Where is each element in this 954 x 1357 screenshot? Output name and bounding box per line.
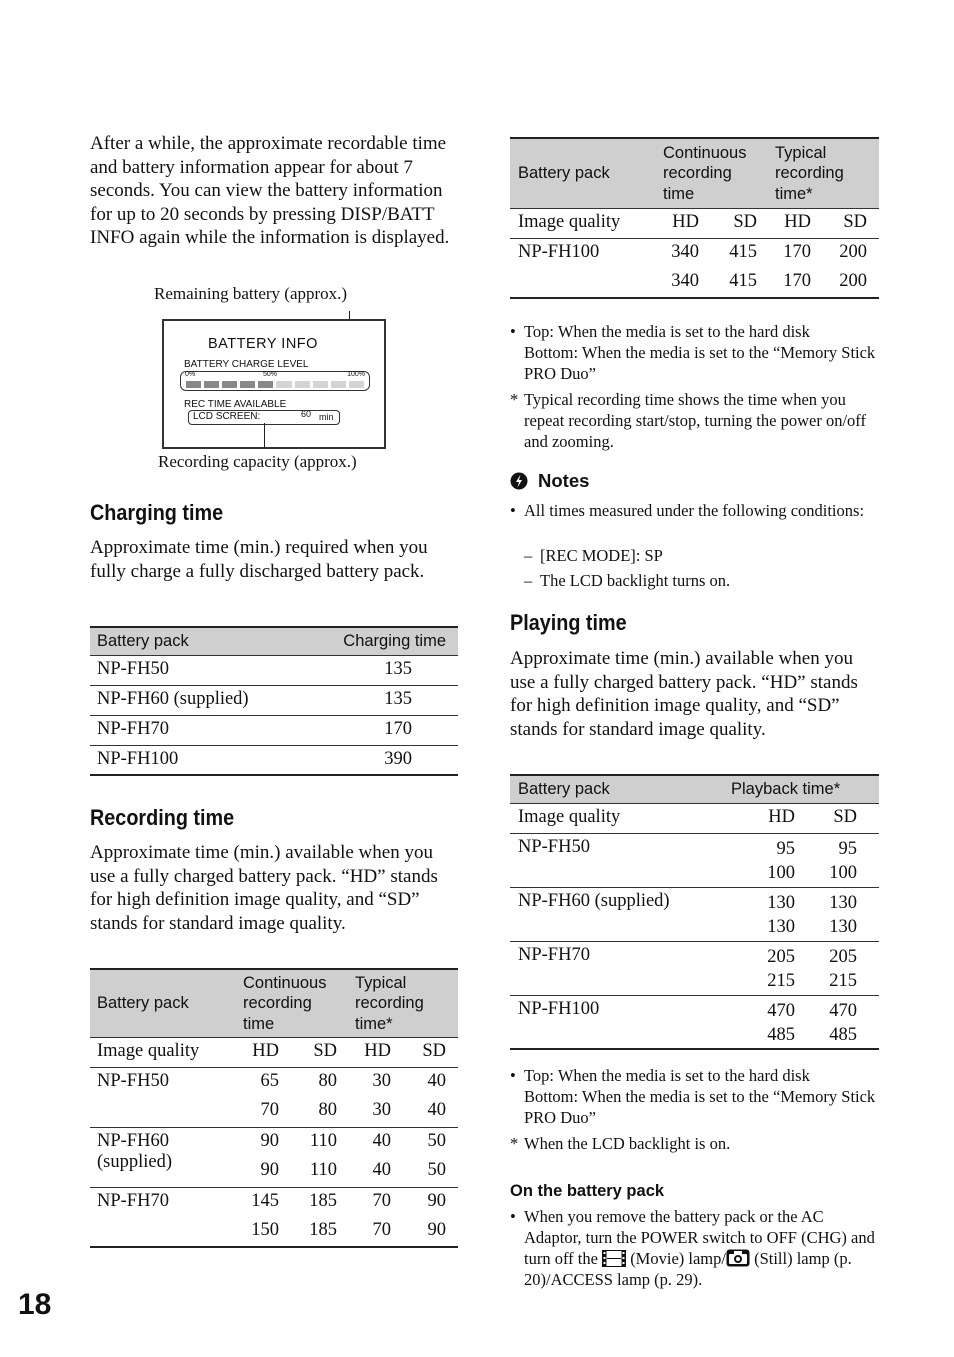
leader-line-bottom: [264, 423, 265, 449]
play-note-star: [510, 1133, 879, 1154]
play-value-bottom: 485: [829, 1024, 857, 1045]
play-value-bottom: 215: [829, 970, 857, 991]
play-value-top: 205: [767, 946, 795, 967]
label-remaining-battery: Remaining battery (approx.): [154, 284, 348, 303]
rec-value-cell: 70: [372, 1220, 391, 1240]
play-note-top: Top: When the media is set to the hard disk: [524, 1066, 810, 1085]
rec-value-cell: 185: [291, 1187, 347, 1217]
table-row: [510, 941, 879, 995]
charge-segment: [276, 381, 291, 388]
charge-segment: [295, 381, 310, 388]
label-recording-capacity: Recording capacity (approx.): [158, 452, 357, 471]
play-image-quality: Image quality: [510, 803, 723, 833]
play-value-cell: [803, 941, 879, 995]
dash-mark: –: [524, 546, 533, 565]
charging-table: [90, 626, 458, 776]
rec-value-cell: 150: [251, 1220, 279, 1240]
play-value-top: 130: [829, 892, 857, 913]
rec-note-bottom: Bottom: When the media is set to the “Memory Stick PRO Duo”: [524, 343, 876, 383]
notes-title: Notes: [538, 470, 590, 491]
table-row: [90, 1127, 458, 1157]
notes-dash-1: [510, 545, 879, 566]
table-row-time: 135: [304, 685, 458, 715]
notes-backlight: The LCD backlight turns on.: [540, 571, 731, 590]
rec-hd-2: HD: [347, 1037, 403, 1067]
charging-col-pack: Battery pack: [90, 627, 304, 655]
rec2-hd-2: HD: [767, 208, 823, 238]
playing-paragraph: Approximate time (min.) available when you use a fully charged battery pack. “HD” stands for high definition image quality, and “SD” stands for standard image quality.: [510, 648, 858, 740]
rec-pack-cell: NP-FH60 (supplied): [90, 1127, 235, 1187]
play-value-bottom: 215: [767, 970, 795, 991]
play-value-bottom: 130: [829, 916, 857, 937]
charge-segment: [331, 381, 346, 388]
charge-segment: [258, 381, 273, 388]
notes-conditions: All times measured under the following conditions:: [524, 501, 865, 520]
battery-pack-bullet: [510, 1206, 879, 1290]
rec-value-cell: 70: [260, 1100, 279, 1120]
charge-segment: [222, 381, 237, 388]
charge-segment: [240, 381, 255, 388]
rec-value-cell: 80: [291, 1067, 347, 1097]
battery-pack-text-1: When you remove the battery pack or the AC Adaptor, turn the POWER switch to OFF (CHG) and turn off the: [524, 1207, 875, 1268]
charge-segment: [204, 381, 219, 388]
rec-value-cell: 170: [767, 238, 823, 268]
play-value-top: 205: [829, 946, 857, 967]
play-value-cell: [723, 941, 803, 995]
rec-note-star-text: Typical recording time shows the time when you repeat recording start/stop, turning the power on/off and zooming.: [524, 390, 866, 451]
charge-segment: [313, 381, 328, 388]
play-value-cell: [803, 995, 879, 1049]
play-value-bottom: 130: [767, 916, 795, 937]
recording-paragraph: Approximate time (min.) available when you use a fully charged battery pack. “HD” stands for high definition image quality, and “SD” stands for standard image quality.: [90, 842, 438, 934]
play-note-bullet: [510, 1065, 879, 1128]
bullet-mark: •: [510, 1207, 516, 1226]
bullet-mark: •: [510, 501, 516, 520]
rec-pack-cell: NP-FH70: [90, 1187, 235, 1247]
rec-value-cell: 90: [235, 1127, 291, 1157]
rec-value-cell: 65: [235, 1067, 291, 1097]
rec-value-cell: 415: [729, 271, 757, 291]
rec2-col-typical: Typical recording time*: [767, 138, 879, 208]
table-row: [510, 833, 879, 887]
lcd-screen-label: LCD SCREEN:: [193, 411, 261, 422]
rec-sd-1: SD: [291, 1037, 347, 1067]
intro-paragraph: After a while, the approximate recordable time and battery information appear for about 7 seconds. You can view the battery information for up to 20 seconds by pressing DISP/BATT INFO again while the information is displayed.: [90, 133, 450, 249]
rec2-col-pack: Battery pack: [510, 138, 655, 208]
notes-bullet: [510, 500, 879, 521]
table-row: [90, 1187, 458, 1217]
camera-icon: [726, 1249, 750, 1267]
table-row-time: 135: [304, 655, 458, 685]
rec-value-cell: 90: [427, 1220, 446, 1240]
rec-value-cell: 30: [347, 1067, 403, 1097]
rec-value-cell: 145: [235, 1187, 291, 1217]
play-value-cell: [803, 833, 879, 887]
rec-value-cell: 185: [309, 1220, 337, 1240]
battery-pack-text-2: (Movie) lamp/: [630, 1249, 726, 1268]
play-col-playback: Playback time*: [723, 775, 879, 803]
rec-col-typical: Typical recording time*: [347, 969, 458, 1037]
rec-value-cell: 200: [839, 271, 867, 291]
battery-info-screen: [162, 319, 386, 449]
pct-100-label: 100%: [347, 371, 365, 378]
asterisk-mark: *: [510, 1134, 519, 1153]
rec2-sd-1: SD: [711, 208, 767, 238]
playing-time-heading: Playing time: [510, 610, 627, 635]
play-pack-cell: NP-FH70: [510, 941, 723, 995]
charge-bar-frame: [180, 371, 370, 391]
rec-value-cell: 90: [260, 1160, 279, 1180]
battery-info-title: BATTERY INFO: [208, 336, 318, 352]
charge-segment: [349, 381, 364, 388]
rec-col-pack: Battery pack: [90, 969, 235, 1037]
play-value-bottom: 100: [767, 862, 795, 883]
play-note-star-text: When the LCD backlight is on.: [524, 1134, 731, 1153]
rec-value-cell: 30: [372, 1100, 391, 1120]
bullet-mark: •: [510, 1066, 516, 1085]
rec-sd-2: SD: [403, 1037, 458, 1067]
play-value-cell: [723, 995, 803, 1049]
play-value-top: 130: [767, 892, 795, 913]
charging-time-heading: Charging time: [90, 500, 224, 525]
rec-value-cell: 110: [291, 1127, 347, 1157]
pct-0-label: 0%: [185, 371, 196, 378]
battery-info-figure: [90, 284, 458, 476]
play-value-top: 95: [838, 838, 857, 859]
rec-value-cell: 170: [783, 271, 811, 291]
lcd-screen-unit: min: [319, 412, 334, 422]
table-row-pack: NP-FH60 (supplied): [90, 685, 304, 715]
rec-value-cell: 200: [823, 238, 879, 268]
table-row: [510, 887, 879, 941]
rec-value-cell: 415: [711, 238, 767, 268]
rec-value-cell: 40: [347, 1127, 403, 1157]
bullet-mark: •: [510, 322, 516, 341]
notes-heading: [510, 470, 589, 492]
table-row: [90, 1067, 458, 1097]
play-value-top: 470: [767, 1000, 795, 1021]
battery-pack-text: [524, 1206, 879, 1290]
play-note-bottom: Bottom: When the media is set to the “Memory Stick PRO Duo”: [524, 1087, 876, 1127]
play-value-cell: [723, 887, 803, 941]
rec-value-cell: 340: [655, 238, 711, 268]
play-value-bottom: 485: [767, 1024, 795, 1045]
battery-pack-text-3: (Still) lamp (p. 20)/ACCESS lamp (p. 29).: [524, 1249, 852, 1289]
rec2-hd-1: HD: [655, 208, 711, 238]
charging-paragraph: Approximate time (min.) required when you fully charge a fully discharged battery pack.: [90, 537, 428, 582]
rec2-sd-2: SD: [823, 208, 879, 238]
recording-table-part2: [510, 137, 879, 299]
rec-value-cell: 40: [372, 1160, 391, 1180]
play-pack-cell: NP-FH60 (supplied): [510, 887, 723, 941]
play-pack-cell: NP-FH50: [510, 833, 723, 887]
play-value-top: 470: [829, 1000, 857, 1021]
charge-segment: [186, 381, 201, 388]
play-col-pack: Battery pack: [510, 775, 723, 803]
table-row: [510, 238, 879, 268]
rec-value-cell: 90: [403, 1187, 458, 1217]
rec-col-continuous: Continuous recording time: [235, 969, 347, 1037]
recording-time-heading: Recording time: [90, 805, 235, 830]
rec-pack-cell: NP-FH50: [90, 1067, 235, 1127]
charging-col-time: Charging time: [304, 627, 458, 655]
dash-mark: –: [524, 571, 533, 590]
play-value-bottom: 100: [829, 862, 857, 883]
page-number: 18: [18, 1288, 52, 1321]
recording-table-part1: [90, 968, 458, 1248]
play-value-top: 95: [776, 838, 795, 859]
notes-dash-2: [510, 570, 879, 591]
rec-value-cell: 110: [309, 1160, 337, 1180]
table-row-pack: NP-FH70: [90, 715, 304, 745]
rec-pack-cell: NP-FH100: [510, 238, 655, 298]
play-pack-cell: NP-FH100: [510, 995, 723, 1049]
play-sd: SD: [803, 803, 879, 833]
rec2-col-continuous: Continuous recording time: [655, 138, 767, 208]
table-row-time: 170: [304, 715, 458, 745]
rec2-image-quality: Image quality: [510, 208, 655, 238]
rec-value-cell: 340: [671, 271, 699, 291]
rec-note-bullet: [510, 321, 879, 384]
table-row-pack: NP-FH50: [90, 655, 304, 685]
playing-table: [510, 774, 879, 1050]
rec-value-cell: 50: [403, 1127, 458, 1157]
rec-hd-1: HD: [235, 1037, 291, 1067]
play-hd: HD: [723, 803, 803, 833]
rec-value-cell: 40: [403, 1067, 458, 1097]
rec-value-cell: 40: [427, 1100, 446, 1120]
movie-icon: [602, 1250, 626, 1267]
play-value-cell: [723, 833, 803, 887]
rec-time-label: REC TIME AVAILABLE: [184, 399, 287, 410]
notes-rec-mode: [REC MODE]: SP: [540, 546, 663, 565]
table-row-time: 390: [304, 745, 458, 775]
table-row: [510, 995, 879, 1049]
pct-50-label: 50%: [263, 371, 278, 378]
table-row-pack: NP-FH100: [90, 745, 304, 775]
rec-note-star: [510, 389, 879, 452]
battery-pack-heading: On the battery pack: [510, 1182, 665, 1200]
rec-value-cell: 70: [347, 1187, 403, 1217]
asterisk-mark: *: [510, 390, 519, 409]
play-value-cell: [803, 887, 879, 941]
charge-level-label: BATTERY CHARGE LEVEL: [184, 359, 309, 370]
rec-value-cell: 80: [318, 1100, 337, 1120]
rec-value-cell: 50: [427, 1160, 446, 1180]
rec-note-top: Top: When the media is set to the hard disk: [524, 322, 810, 341]
notes-warning-icon: [510, 472, 528, 490]
lcd-screen-value: 60: [301, 409, 312, 419]
charge-segments: [186, 381, 364, 388]
rec-image-quality: Image quality: [90, 1037, 235, 1067]
